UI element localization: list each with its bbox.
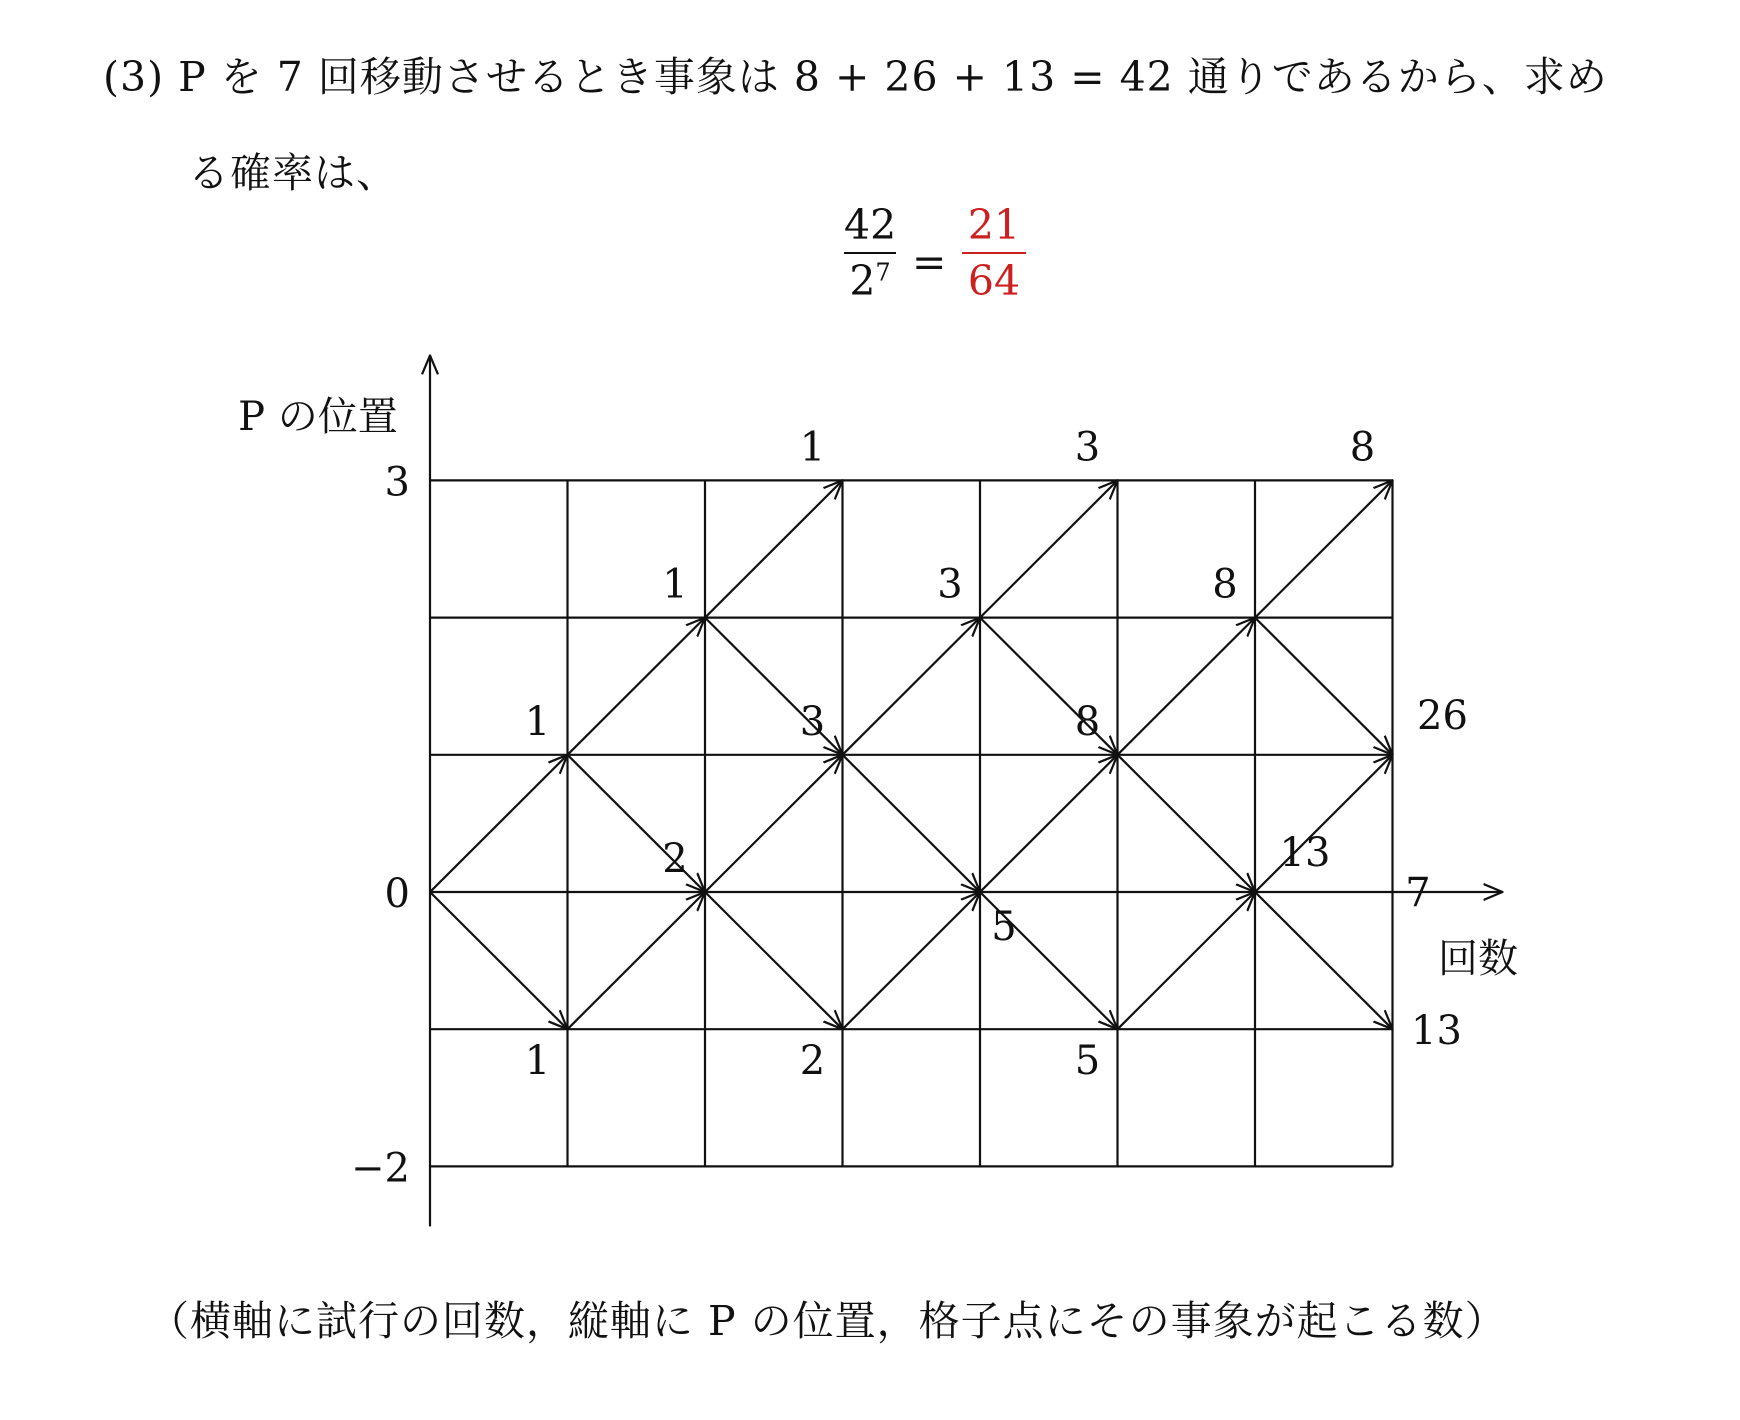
count-label: 8 [1074, 698, 1101, 745]
path-arrow [980, 755, 1118, 892]
path-arrow [843, 892, 981, 1029]
count-label: 1 [524, 1038, 551, 1085]
count-label: 2 [662, 836, 688, 882]
equals-sign: = [912, 238, 947, 286]
path-arrow [1255, 618, 1393, 755]
path-arrow [843, 755, 981, 892]
path-arrow [1118, 892, 1256, 1029]
count-label: 1 [799, 424, 826, 471]
count-label: 8 [1212, 561, 1238, 608]
count-label: 3 [937, 561, 963, 608]
count-label: 1 [662, 561, 688, 608]
denominator-exponent: 7 [875, 258, 891, 287]
diagram-caption: （横軸に試行の回数，縦軸に P の位置，格子点にその事象が起こる数） [148, 1297, 1507, 1345]
path-arrow [980, 480, 1118, 617]
count-label: 3 [799, 698, 826, 745]
y-tick-label: 3 [384, 459, 410, 506]
axes [430, 355, 1503, 1226]
count-label: 5 [991, 904, 1017, 950]
fraction-answer-numerator: 21 [967, 201, 1021, 249]
denominator-base: 2 [849, 257, 876, 305]
x-axis-label: 回数 [1438, 936, 1518, 982]
count-label: 8 [1349, 424, 1376, 471]
count-label: 26 [1417, 692, 1468, 739]
path-arrow [1255, 480, 1393, 617]
path-arrow [843, 618, 981, 755]
y-tick-label: −2 [351, 1145, 410, 1192]
count-label: 1 [524, 698, 551, 745]
count-label: 2 [799, 1038, 826, 1085]
path-arrow [705, 480, 843, 617]
path-arrow [1118, 755, 1256, 892]
count-label: 13 [1411, 1008, 1462, 1055]
path-arrow [705, 755, 843, 892]
path-arrow [1255, 892, 1393, 1029]
solution-line-1: (3) P を 7 回移動させるとき事象は 8 + 26 + 13 = 42 通りであるから、求め [103, 53, 1608, 101]
fraction-answer-denominator: 64 [967, 257, 1021, 305]
count-label: 5 [1074, 1038, 1101, 1085]
y-axis-label: P の位置 [238, 394, 398, 440]
path-arrow [568, 892, 706, 1029]
count-label: 3 [1074, 424, 1101, 471]
path-arrow [430, 892, 568, 1029]
fraction-left-numerator: 42 [844, 201, 897, 249]
x-tick-label: 7 [1405, 870, 1431, 916]
path-arrow [430, 755, 568, 892]
path-arrow [568, 618, 706, 755]
y-tick-label: 0 [384, 871, 410, 917]
path-arrow [705, 892, 843, 1029]
path-arrow [1118, 618, 1256, 755]
count-label: 13 [1279, 830, 1331, 876]
solution-line-2: る確率は、 [188, 149, 398, 197]
